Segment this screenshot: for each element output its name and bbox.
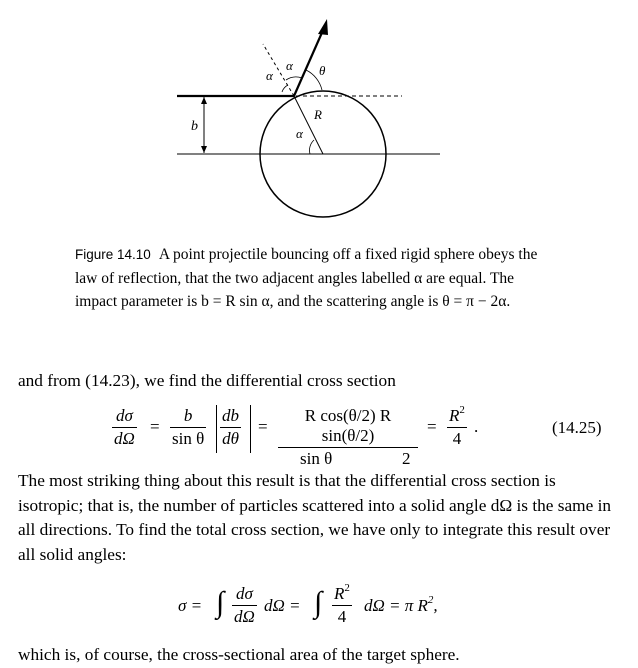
eq1-r-den-left: sin θ [300,449,333,468]
alpha-arc-centre [309,140,314,154]
eq1-number: (14.25) [552,418,602,437]
eq2-d2-sup: 2 [427,594,434,606]
eq1-r-frac [278,406,418,469]
eq2-f2-sup: 2 [344,582,350,594]
intro-line: and from (14.23), we find the differential cross section [18,371,396,390]
eq1-db-den: dθ [222,429,239,448]
eq2-f1-num: dσ [235,584,253,603]
eq1-equals-3: = [427,417,437,436]
eq2-f1-den: dΩ [234,607,255,626]
alpha-label-left: α [266,68,273,83]
alpha-label-centre: α [296,126,303,141]
caption-text: A point projectile bouncing off a fixed rigid sphere obeys the law of reflection, that the two adjacent angles labelled α are equal. The impact parameter is b = R sin α, and the scattering angle is θ = π − 2α. [75,246,538,310]
eq2-f2-den: 4 [337,607,347,626]
eq1-final-sup: 2 [459,404,465,416]
alpha-arc-top [286,77,302,80]
eq1-r-num: R cos(θ/2) R sin(θ/2) [304,406,392,445]
eq1-final-den: 4 [452,429,462,448]
b-arrow-top [201,97,207,104]
eq2-f2-num: R [334,584,345,603]
impact-label: b [191,119,198,134]
eq1-final-num: R [449,406,460,425]
outgoing-arrowhead [318,19,328,35]
radius-line [294,96,323,154]
outgoing-trajectory [294,28,324,96]
eq2-integral-2: ∫ [314,586,323,619]
eq1-lhs [112,406,137,449]
eq1-lhs-num: dσ [115,406,133,425]
eq2-comma: , [433,596,438,615]
radius-label: R [314,107,322,122]
scattering-figure [0,0,638,240]
eq1-b-num: b [183,406,193,425]
eq2-integral-1: ∫ [216,586,225,619]
eq1-b-frac [170,406,206,449]
eq1-final-frac [447,406,467,449]
eq2-d2: dΩ = π $R^2$, [364,594,438,615]
alpha-label-top: α [286,58,293,73]
eq1-period: . [474,417,479,436]
eq1-lhs-den: dΩ [114,429,135,448]
eq2-sigma: σ = [178,596,203,615]
eq2-d1: dΩ = [264,596,301,615]
eq1-db-frac [220,406,241,449]
closing-line: which is, of course, the cross-sectional area of the target sphere. [18,645,460,664]
eq1-b-den: sin θ [172,429,205,448]
b-arrow-bottom [201,146,207,153]
eq1-equals-2: = [258,417,268,436]
eq2-f2 [332,584,352,627]
eq1-r-den-right: 2 [402,449,411,468]
theta-label: θ [319,63,326,78]
main-paragraph: The most striking thing about this result is that the differential cross section is isotropic; that is, the number of particles scattered into a solid angle dΩ is the same in all directions. To find the total cross section, we have only to integrate this result over all solid angles: [18,471,612,564]
eq1-equals-1: = [150,417,160,436]
eq1-db-num: db [222,406,239,425]
eq2-f1 [232,584,257,627]
alpha-arc-left [282,85,288,92]
caption-label: Figure 14.10 [75,247,151,262]
figure-caption [75,243,553,314]
